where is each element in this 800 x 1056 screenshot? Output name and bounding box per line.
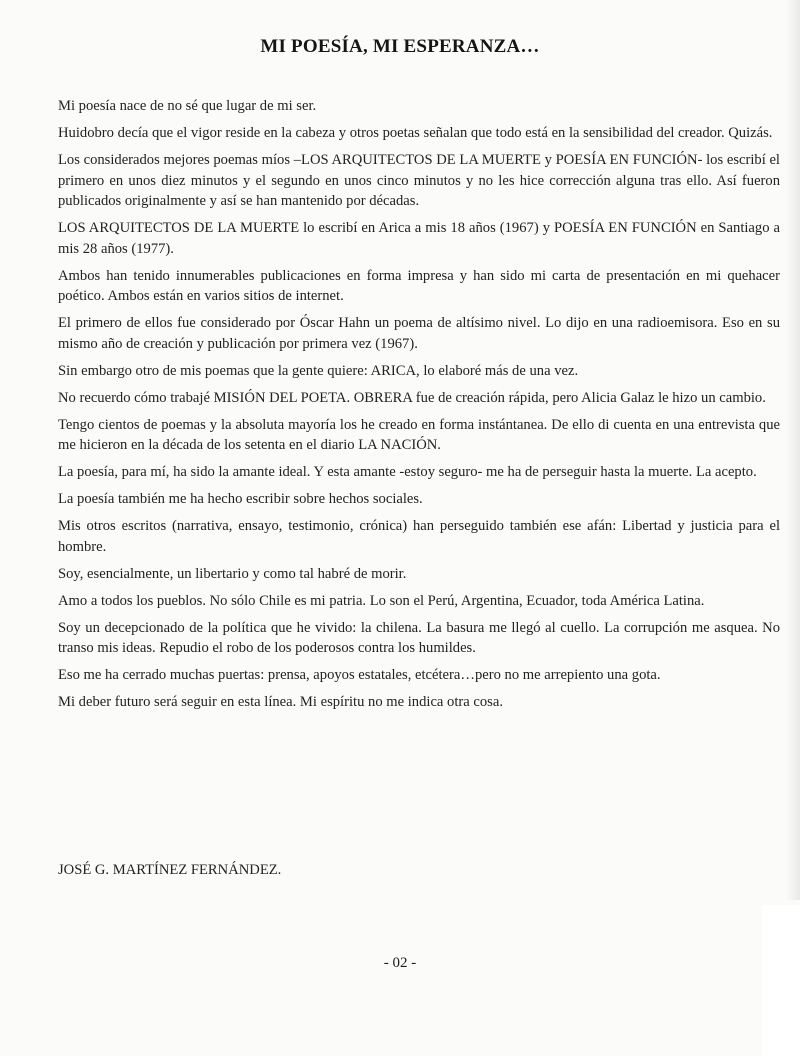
paragraph: Tengo cientos de poemas y la absoluta mayoría los he creado en forma instántanea. De ello di cuenta en una entrevista que me hicieron en la década de los setenta en el diario LA NACIÓN.	[58, 416, 780, 453]
paragraph: Huidobro decía que el vigor reside en la cabeza y otros poetas señalan que todo está en la sensibilidad del creador. Quizás.	[58, 125, 773, 141]
paragraph: No recuerdo cómo trabajé MISIÓN DEL POETA. OBRERA fue de creación rápida, pero Alicia Galaz le hizo un cambio.	[58, 389, 766, 406]
page-title: MI POESÍA, MI ESPERANZA…	[260, 36, 540, 57]
paragraph: Los considerados mejores poemas míos –LOS ARQUITECTOS DE LA MUERTE y POESÍA EN FUNCIÓN- los escribí el primero en unos diez minutos y el segundo en unos cinco minutos y no les hice corrección alguna tras ello. Así fueron publicados originalmente y así se han mantenido por décadas.	[58, 152, 780, 209]
paragraph: Mis otros escritos (narrativa, ensayo, testimonio, crónica) han perseguido también ese afán: Libertad y justicia para el hombre.	[58, 518, 780, 555]
paragraph: Sin embargo otro de mis poemas que la gente quiere: ARICA, lo elaboré más de una vez.	[58, 362, 579, 379]
paragraph: La poesía también me ha hecho escribir sobre hechos sociales.	[58, 491, 423, 507]
paragraph: El primero de ellos fue considerado por Óscar Hahn un poema de altísimo nivel. Lo dijo en una radioemisora. Eso en su mismo año de creación y publicación por primera vez (1967).	[58, 315, 780, 352]
paragraph: Mi poesía nace de no sé que lugar de mi ser.	[58, 98, 317, 114]
paragraph: Amo a todos los pueblos. No sólo Chile es mi patria. Lo son el Perú, Argentina, Ecuador, toda América Latina.	[58, 592, 705, 609]
paragraph: Ambos han tenido innumerables publicaciones en forma impresa y han sido mi carta de presentación en mi quehacer poético. Ambos están en varios sitios de internet.	[58, 267, 780, 304]
paragraph: Eso me ha cerrado muchas puertas: prensa, apoyos estatales, etcétera…pero no me arrepiento una gota.	[58, 667, 661, 683]
scan-edge-shadow	[786, 0, 800, 900]
paragraph: Mi deber futuro será seguir en esta línea. Mi espíritu no me indica otra cosa.	[58, 694, 503, 710]
paragraph: Soy, esencialmente, un libertario y como tal habré de morir.	[58, 565, 407, 582]
author-signature: JOSÉ G. MARTÍNEZ FERNÁNDEZ.	[58, 862, 282, 878]
paragraph: La poesía, para mí, ha sido la amante ideal. Y esta amante -estoy seguro- me ha de perseguir hasta la muerte. La acepto.	[58, 464, 757, 480]
document-body	[58, 96, 780, 719]
paragraph: LOS ARQUITECTOS DE LA MUERTE lo escribí en Arica a mis 18 años (1967) y POESÍA EN FUNCIÓN en Santiago a mis 28 años (1977).	[58, 220, 780, 257]
paragraph: Soy un decepcionado de la política que he vivido: la chilena. La basura me llegó al cuello. La corrupción me asquea. No transo mis ideas. Repudio el robo de los poderosos contra los humildes.	[58, 619, 780, 656]
page-number: - 02 -	[383, 955, 417, 971]
scan-corner	[762, 905, 800, 1056]
